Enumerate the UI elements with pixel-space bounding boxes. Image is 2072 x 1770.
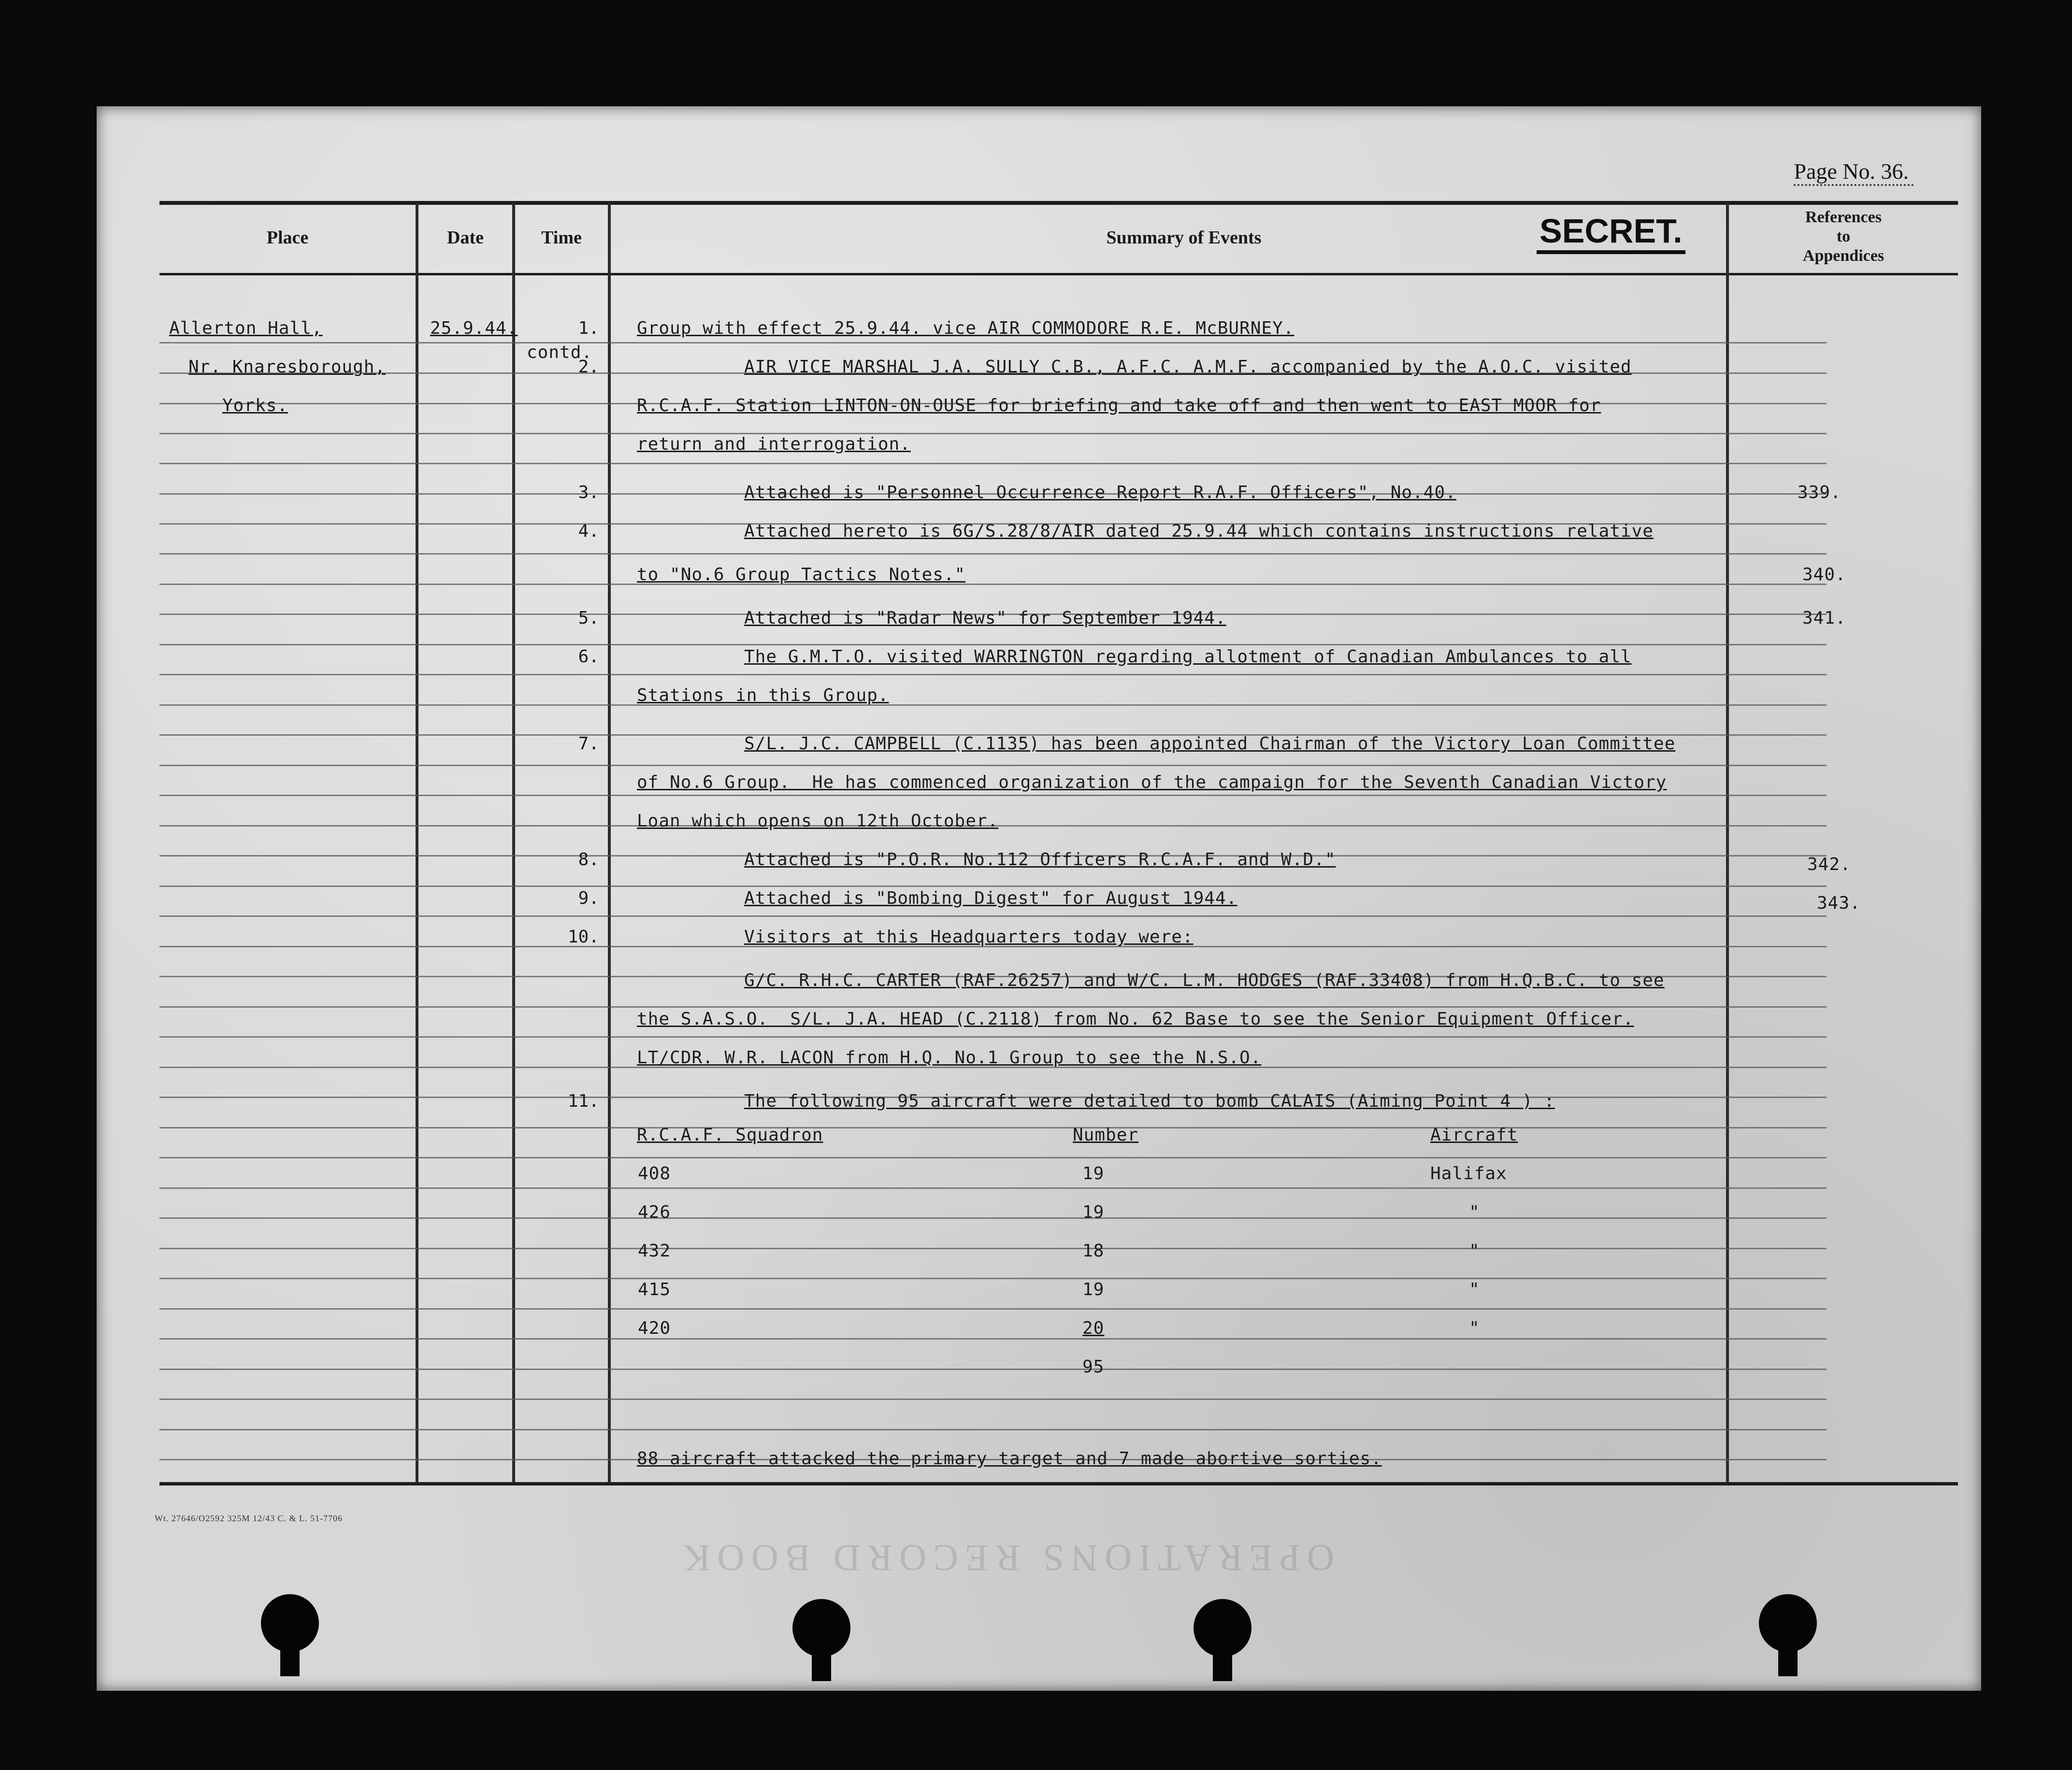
event-10-line1: Visitors at this Headquarters today were:	[744, 927, 1194, 947]
squadron-total: 95	[1082, 1357, 1105, 1377]
place-date-divider	[416, 203, 418, 1483]
squadron-row-4-squadron: 415	[638, 1280, 671, 1299]
header-summary: Summary of Events	[1106, 228, 1262, 248]
event-8: Attached is "P.O.R. No.112 Officers R.C.A.F. and W.D."	[744, 850, 1336, 870]
event-4-line2: to "No.6 Group Tactics Notes."	[637, 565, 966, 585]
item-number-5: 5.	[578, 608, 599, 628]
table-top-border	[159, 201, 1958, 205]
appendix-ref-341: 341.	[1802, 608, 1846, 628]
squadron-row-3-squadron: 432	[638, 1241, 671, 1261]
squadron-row-4-number: 19	[1082, 1280, 1105, 1299]
squadron-row-4-aircraft: "	[1469, 1280, 1480, 1299]
aircraft-header: Aircraft	[1430, 1125, 1518, 1145]
item-number-2: 2.	[578, 357, 599, 377]
event-4-line1: Attached hereto is 6G/S.28/8/AIR dated 25.9.44 which contains instructions relative	[744, 521, 1654, 541]
event-10-line2: G/C. R.H.C. CARTER (RAF.26257) and W/C. L.M. HODGES (RAF.33408) from H.Q.B.C. to see	[744, 971, 1665, 990]
item-number-9: 9.	[578, 888, 599, 908]
appendix-ref-342: 342.	[1807, 855, 1851, 874]
event-2-line3: return and interrogation.	[637, 434, 911, 454]
header-references	[1730, 208, 1957, 266]
time-summary-divider	[608, 203, 611, 1483]
item-number-11: 11.	[567, 1091, 599, 1111]
squadron-row-2-number: 19	[1082, 1202, 1105, 1222]
squadron-row-1-number: 19	[1082, 1164, 1105, 1184]
event-3: Attached is "Personnel Occurrence Report R.A.F. Officers", No.40.	[744, 483, 1456, 502]
item-number-4: 4.	[578, 521, 599, 541]
event-10-line4: LT/CDR. W.R. LACON from H.Q. No.1 Group to see the N.S.O.	[637, 1048, 1262, 1068]
item-number-3: 3.	[578, 483, 599, 502]
event-5: Attached is "Radar News" for September 1944.	[744, 608, 1226, 628]
binding-hole-2	[792, 1599, 850, 1657]
item-number-8: 8.	[578, 850, 599, 870]
entry-date: 25.9.44.	[430, 318, 518, 338]
header-date: Date	[447, 228, 484, 248]
place-line3: Yorks.	[222, 396, 288, 415]
page-number-value: 36.	[1881, 159, 1909, 184]
squadron-row-5-aircraft: "	[1469, 1318, 1480, 1338]
event-7-line1: S/L. J.C. CAMPBELL (C.1135) has been appointed Chairman of the Victory Loan Committee	[744, 734, 1676, 754]
header-time: Time	[541, 228, 582, 248]
event-1: Group with effect 25.9.44. vice AIR COMMODORE R.E. McBURNEY.	[637, 318, 1295, 338]
secret-stamp: SECRET.	[1537, 212, 1685, 254]
summary-ref-divider	[1726, 203, 1729, 1483]
item-number-7: 7.	[578, 734, 599, 754]
squadron-row-1-squadron: 408	[638, 1164, 671, 1184]
number-header: Number	[1073, 1125, 1139, 1145]
show-through-text: OPERATIONS RECORD BOOK	[676, 1537, 1335, 1579]
appendix-ref-340: 340.	[1802, 565, 1846, 585]
page-number-label: Page No.	[1794, 159, 1875, 184]
squadron-row-3-number: 18	[1082, 1241, 1105, 1261]
header-bottom-border	[159, 273, 1958, 275]
place-line1: Allerton Hall,	[169, 318, 323, 338]
event-7-line3: Loan which opens on 12th October.	[637, 811, 999, 831]
header-ref-line3: Appendices	[1802, 247, 1885, 265]
event-9: Attached is "Bombing Digest" for August 1944.	[744, 888, 1237, 908]
squadron-row-2-squadron: 426	[638, 1202, 671, 1222]
event-11: The following 95 aircraft were detailed to bomb CALAIS (Aiming Point 4 ) :	[744, 1091, 1555, 1111]
binding-hole-3	[1194, 1599, 1252, 1657]
event-7-line2: of No.6 Group. He has commenced organization of the campaign for the Seventh Canadian Victory	[637, 772, 1667, 792]
appendix-ref-339: 339.	[1798, 483, 1842, 502]
binding-hole-4	[1759, 1594, 1817, 1652]
date-time-divider	[512, 203, 515, 1483]
header-ref-line1: References	[1805, 208, 1882, 226]
form-print-code: Wt. 27646/O2592 325M 12/43 C. & L. 51-7706	[155, 1513, 343, 1523]
event-10-line3: the S.A.S.O. S/L. J.A. HEAD (C.2118) from No. 62 Base to see the Senior Equipment Officer.	[637, 1009, 1634, 1029]
header-place: Place	[266, 228, 309, 248]
event-2-line2: R.C.A.F. Station LINTON-ON-OUSE for briefing and take off and then went to EAST MOOR for	[637, 396, 1601, 415]
squadron-row-5-number: 20	[1082, 1318, 1105, 1338]
event-2-line1: AIR VICE MARSHAL J.A. SULLY C.B., A.F.C. A.M.F. accompanied by the A.O.C. visited	[744, 357, 1632, 377]
closing-summary: 88 aircraft attacked the primary target and 7 made abortive sorties.	[637, 1449, 1382, 1469]
item-number-10: 10.	[567, 927, 599, 947]
squadron-header: R.C.A.F. Squadron	[637, 1125, 823, 1145]
header-ref-line2: to	[1836, 228, 1851, 245]
place-line2: Nr. Knaresborough,	[188, 357, 386, 377]
event-6-line1: The G.M.T.O. visited WARRINGTON regarding allotment of Canadian Ambulances to all	[744, 647, 1632, 667]
item-contd: contd.	[527, 343, 593, 362]
item-number-6: 6.	[578, 647, 599, 667]
item-number-1: 1.	[578, 318, 599, 338]
appendix-ref-343: 343.	[1817, 893, 1861, 913]
squadron-row-1-aircraft: Halifax	[1430, 1164, 1507, 1184]
binding-hole-1	[261, 1594, 319, 1652]
record-sheet	[97, 106, 1981, 1691]
squadron-row-3-aircraft: "	[1469, 1241, 1480, 1261]
squadron-row-5-squadron: 420	[638, 1318, 671, 1338]
page-number	[1794, 158, 1914, 186]
event-6-line2: Stations in this Group.	[637, 685, 889, 705]
table-bottom-border	[159, 1482, 1958, 1485]
squadron-row-2-aircraft: "	[1469, 1202, 1480, 1222]
